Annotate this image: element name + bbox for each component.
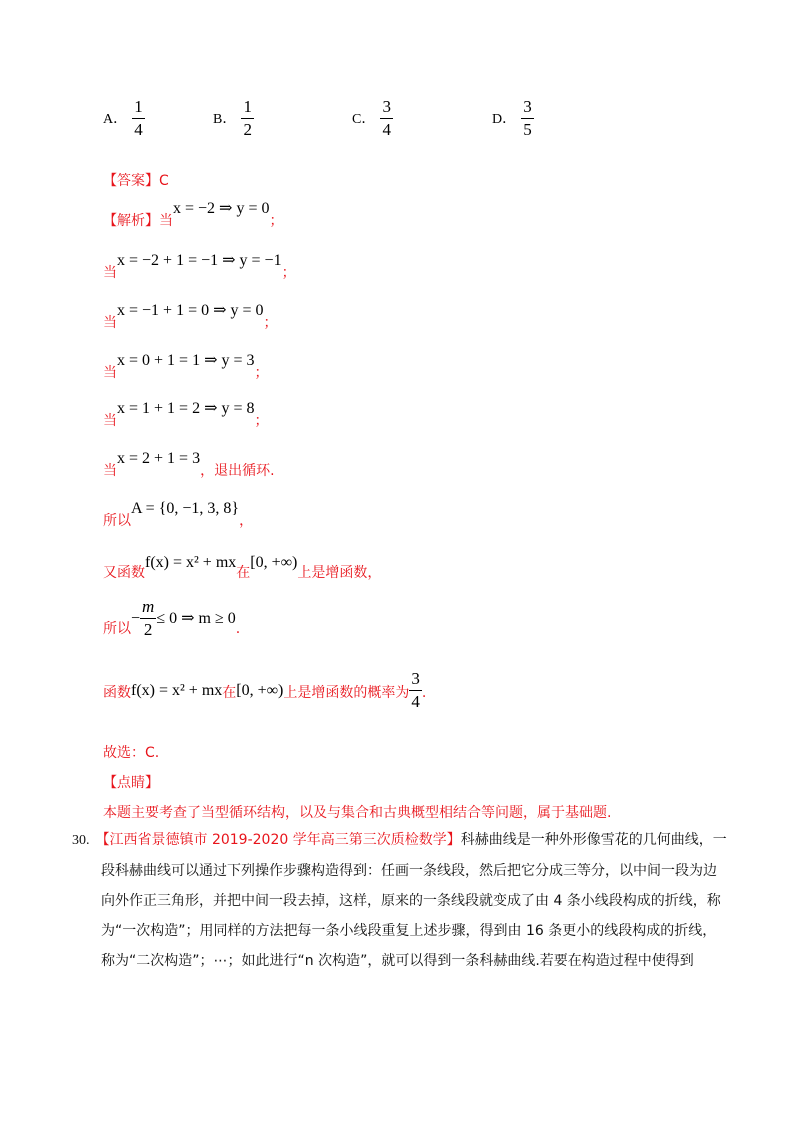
when-word: 当 [103, 365, 117, 381]
exit-text: ，退出循环. [200, 463, 275, 479]
function-math: f(x) = x² + mx [131, 681, 223, 699]
answer-tag: 【答案】 [103, 173, 159, 189]
numerator: 3 [382, 97, 391, 116]
option-d [492, 98, 534, 139]
option-b [213, 98, 254, 139]
denominator: 5 [523, 119, 532, 139]
analysis-tag: 【解析】 [103, 213, 159, 229]
comment-tag: 【点睛】 [103, 775, 159, 791]
analysis-step-4 [103, 350, 269, 381]
question-line-1: 科赫曲线是一种外形像雪花的几何曲线，一 [460, 832, 727, 848]
comma: ， [239, 513, 254, 529]
question-line-4: 为“一次构造”；用同样的方法把每一条小线段重复上述步骤，得到由 16 条更小的线段构成的折线， [101, 923, 717, 939]
semicolon: ； [263, 315, 278, 331]
analysis-exit [103, 448, 275, 479]
ineq-left: − [131, 609, 141, 627]
numerator: 1 [134, 97, 143, 116]
step-math: x = −2 + 1 = −1 ⇒ y = −1 [117, 252, 282, 269]
so-word: 所以 [103, 620, 131, 637]
analysis-inequality [103, 598, 240, 639]
interval-math: [0, +∞) [236, 681, 284, 699]
question-line-5: 称为“二次构造”；⋯；如此进行“n 次构造”，就可以得到一条科赫曲线.若要在构造过程中使得到 [101, 953, 694, 969]
analysis-step-2 [103, 250, 296, 281]
set-math: A = {0, −1, 3, 8} [131, 500, 240, 517]
analysis-set [103, 498, 254, 529]
step-math: x = −1 + 1 = 0 ⇒ y = 0 [117, 302, 264, 319]
step-math: x = 0 + 1 = 1 ⇒ y = 3 [117, 352, 255, 369]
when-word: 当 [103, 413, 117, 429]
option-fraction [521, 98, 534, 139]
analysis-step-5 [103, 398, 269, 429]
interval-math: [0, +∞) [250, 554, 298, 571]
analysis-probability [103, 670, 426, 711]
option-a [103, 98, 145, 139]
question-source: 【江西省景德镇市 2019-2020 学年高三第三次质检数学】 [95, 832, 461, 848]
denominator: 4 [134, 119, 143, 139]
increasing-text: 上是增函数， [297, 565, 382, 581]
semicolon: ； [281, 265, 296, 281]
ineq-fraction [140, 598, 156, 639]
answer-line [103, 170, 169, 190]
option-fraction [241, 98, 254, 139]
function-math: f(x) = x² + mx [145, 554, 237, 571]
probability-fraction [409, 670, 422, 711]
option-letter: D． [492, 111, 517, 127]
option-letter: B． [213, 111, 237, 127]
question-line-2: 段科赫曲线可以通过下列操作步骤构造得到：任画一条线段，然后把它分成三等分，以中间一段为边 [101, 863, 717, 879]
denominator: 4 [382, 119, 391, 139]
numerator: 1 [243, 97, 252, 116]
step-math: x = 1 + 1 = 2 ⇒ y = 8 [117, 400, 255, 417]
step-math: x = −2 ⇒ y = 0 [173, 200, 270, 217]
option-letter: C． [352, 111, 376, 127]
choose-line: 故选：C. [103, 745, 160, 761]
also-function: 又函数 [103, 565, 145, 581]
when-word: 当 [103, 265, 117, 281]
period: . [421, 684, 427, 701]
when-word: 当 [159, 213, 173, 229]
option-letter: A． [103, 111, 128, 127]
denominator: 2 [243, 119, 252, 139]
function-word: 函数 [103, 684, 131, 701]
semicolon: ； [269, 213, 284, 229]
option-fraction [132, 98, 145, 139]
option-fraction [380, 98, 393, 139]
analysis-step-3 [103, 300, 278, 331]
denominator: 2 [143, 619, 153, 639]
question-number: 30. [72, 833, 90, 848]
numerator: 3 [523, 97, 532, 116]
when-word: 当 [103, 315, 117, 331]
question-30 [72, 825, 732, 976]
on-word: 在 [222, 684, 237, 701]
analysis-function [103, 552, 382, 581]
so-word: 所以 [103, 513, 131, 529]
on-word: 在 [236, 565, 251, 581]
denominator: 4 [411, 691, 420, 711]
semicolon: ； [254, 365, 269, 381]
numerator: m [142, 597, 155, 616]
exit-math: x = 2 + 1 = 3 [117, 450, 201, 467]
probability-text: 上是增函数的概率为 [283, 684, 410, 701]
answer-value: C [159, 173, 169, 189]
option-c [352, 98, 393, 139]
when-word: 当 [103, 463, 117, 479]
question-line-3: 向外作正三角形，并把中间一段去掉，这样，原来的一条线段就变成了由 4 条小线段构成的折线，称 [101, 893, 721, 909]
ineq-right: ≤ 0 ⇒ m ≥ 0 [156, 609, 236, 627]
analysis-step-1 [103, 198, 284, 229]
semicolon: ； [254, 413, 269, 429]
numerator: 3 [411, 669, 420, 688]
comment-text: 本题主要考查了当型循环结构，以及与集合和古典概型相结合等问题，属于基础题. [103, 805, 612, 821]
period: . [235, 620, 241, 637]
